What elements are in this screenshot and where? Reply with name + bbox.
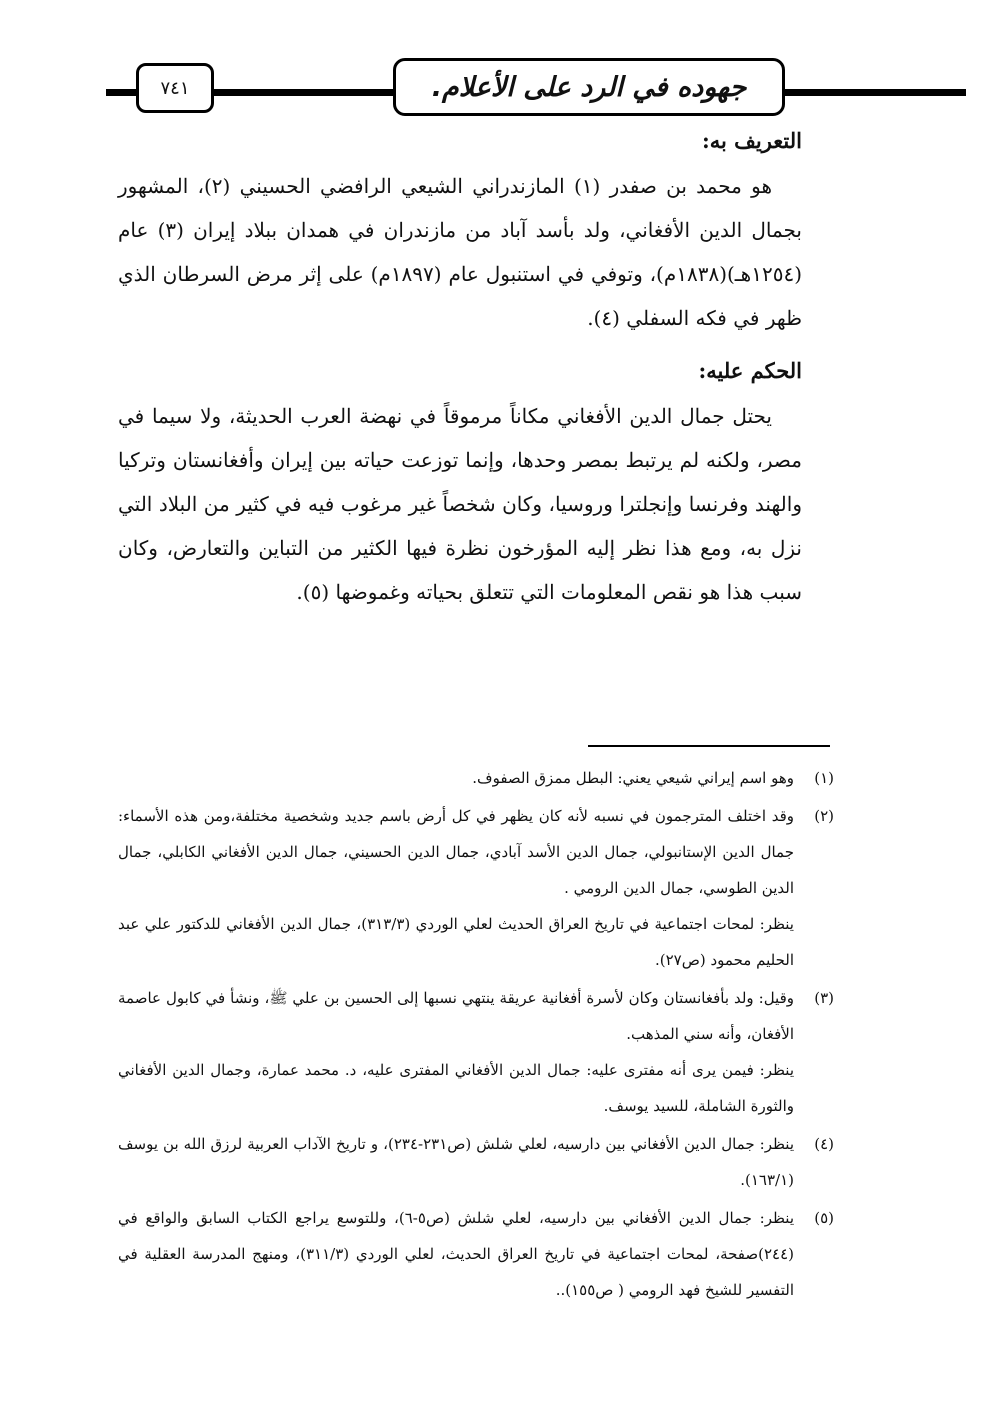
footnote: [118, 1200, 834, 1308]
page-number: ٧٤١: [136, 63, 214, 113]
footnote-text: ينظر: جمال الدين الأفغاني بين دارسيه، لعلي شلش (ص٥-٦)، وللتوسع يراجع الكتاب السابق والواقع في (٢٤٤)صفحة، لمحات اجتماعية في تاريخ العراق الحديث، لعلي الوردي (٣١١/٣)، ومنهج المدرسة العقلية في التفسير للشيخ فهد الرومي ( ص١٥٥)..: [118, 1209, 795, 1299]
ruling-paragraph: يحتل جمال الدين الأفغاني مكاناً مرموقاً في نهضة العرب الحديثة، ولا سيما في مصر، ولكنه لم يرتبط بمصر وحدها، وإنما توزعت حياته بين إيران وأفغانستان وتركيا والهند وفرنسا وإنجلترا وروسيا، وكان شخصاً غير مرغوب فيه في كثير من البلاد التي نزل به، ومع هذا نظر إليه المؤرخون نظرة فيها الكثير من التباين والتعارض، وكان سبب هذا هو نقص المعلومات التي تتعلق بحياته وغموضها (٥).: [118, 404, 802, 604]
header-rule-left: [106, 89, 136, 96]
footnote-separator: [588, 745, 830, 747]
header-rule-right: [784, 89, 966, 96]
page-header: [0, 55, 992, 125]
footnote: [118, 1126, 834, 1198]
definition-heading: التعريف به:: [701, 128, 802, 153]
footnote-number: (٢): [814, 807, 834, 825]
footnote-text: وهو اسم إيراني شيعي يعني: البطل ممزق الصفوف.: [472, 769, 794, 787]
footnotes: [118, 760, 834, 1310]
footnote-number: (٣): [814, 989, 834, 1007]
footnote-number: (١): [814, 769, 834, 787]
footnote-text: وقيل: ولد بأفغانستان وكان لأسرة أفغانية عريقة ينتهي نسبها إلى الحسين بن علي ﷺ، ونشأ في كابول عاصمة الأفغان، وأنه سني المذهب.: [118, 989, 794, 1043]
footnote-reference: ينظر: لمحات اجتماعية في تاريخ العراق الحديث لعلي الوردي (٣١٣/٣)، جمال الدين الأفغاني للدكتور علي عبد الحليم محمود (ص٢٧).: [118, 915, 794, 969]
footnote: [118, 760, 834, 796]
footnote: [118, 980, 834, 1124]
header-rule-middle: [214, 89, 394, 96]
footnote-number: (٥): [814, 1209, 834, 1227]
ruling-heading: الحكم عليه:: [698, 358, 802, 383]
footnote-reference: ينظر: فيمن يرى أنه مفترى عليه: جمال الدين الأفغاني المفترى عليه، د. محمد عمارة، وجمال الدين الأفغاني والثورة الشاملة، للسيد يوسف.: [118, 1061, 794, 1115]
footnote-text: ينظر: جمال الدين الأفغاني بين دارسيه، لعلي شلش (ص٢٣١-٢٣٤)، و تاريخ الآداب العربية لرزق الله بن يوسف (١٦٣/١).: [118, 1135, 794, 1189]
footnote-text: وقد اختلف المترجمون في نسبه لأنه كان يظهر في كل أرض باسم جديد وشخصية مختلفة،ومن هذه الأسماء: جمال الدين الإستانبولي، جمال الدين الأسد آبادي، جمال الدين الحسيني، جمال الدين الأفغاني الكابلي، جمال الدين الطوسي، جمال الدين الرومي .: [118, 807, 794, 897]
definition-section: [118, 126, 802, 340]
ruling-section: [118, 356, 802, 614]
footnote-number: (٤): [814, 1135, 834, 1153]
running-title: جهوده في الرد على الأعلام.: [393, 58, 785, 116]
footnote: [118, 798, 834, 978]
definition-paragraph: هو محمد بن صفدر (١) المازندراني الشيعي الرافضي الحسيني (٢)، المشهور بجمال الدين الأفغاني، ولد بأسد آباد من مازندران في همدان ببلاد إيران (٣) عام (١٢٥٤هـ)(١٨٣٨م)، وتوفي في استنبول عام (١٨٩٧م) على إثر مرض السرطان الذي ظهر في فكه السفلي (٤).: [118, 174, 802, 330]
